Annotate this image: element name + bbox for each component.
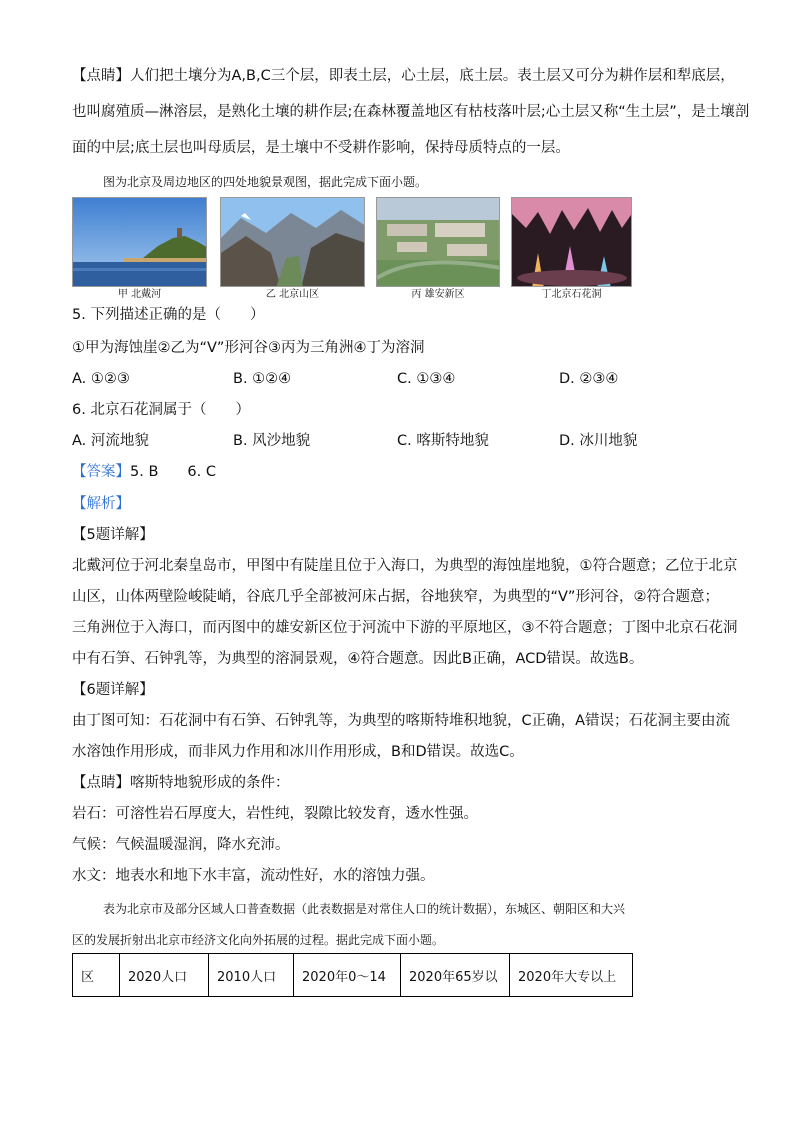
- note2-line: 气候：气候温暖湿润，降水充沛。: [72, 837, 290, 853]
- detail6-line: 由丁图可知：石花洞中有石笋、石钟乳等，为典型的喀斯特堆积地貌，C正确，A错误；石花洞主要由流: [72, 713, 731, 729]
- analysis-label: 【解析】: [72, 496, 130, 512]
- photo-xiongan: [376, 197, 500, 301]
- note2-line: 岩石：可溶性岩石厚度大，岩性纯，裂隙比较发育，透水性强。: [72, 806, 478, 822]
- q6-option-c: C. 喀斯特地貌: [397, 433, 489, 449]
- photo-beidaihe: [72, 197, 207, 301]
- census-table: [72, 953, 633, 997]
- header-cell: 2010人口: [209, 954, 294, 997]
- detail5-line: 山区，山体两壁险峻陡峭，谷底几乎全部被河床占据，谷地狭窄，为典型的“V”形河谷，②符合题意；: [72, 589, 719, 605]
- q5-option-c: C. ①③④: [397, 371, 456, 387]
- header-cell: 区: [73, 954, 120, 997]
- landscape-photos: [72, 197, 632, 302]
- photo-caption: 丙 雄安新区: [411, 289, 465, 300]
- photo-shihua-cave: [511, 197, 632, 301]
- photo-caption: 甲 北戴河: [117, 289, 162, 300]
- answer-text: 5. B 6. C: [130, 464, 216, 480]
- beidaihe-image: [72, 197, 207, 287]
- q6-option-a: A. 河流地貌: [72, 433, 149, 449]
- intro1: 图为北京及周边地区的四处地貌景观图，据此完成下面小题。: [103, 175, 428, 189]
- detail5-title: 【5题详解】: [72, 527, 154, 543]
- q5-option-b: B. ①②④: [233, 371, 292, 387]
- q6-option-b: B. 风沙地貌: [233, 433, 311, 449]
- answer-label: 【答案】: [72, 464, 130, 480]
- detail5-line: 三角洲位于入海口，而丙图中的雄安新区位于河流中下游的平原地区，③不符合题意；丁图中北京石花洞: [72, 620, 738, 636]
- cave-image: [511, 197, 632, 287]
- header-cell: 2020人口: [120, 954, 209, 997]
- note1-line1: 【点睛】人们把土壤分为A,B,C三个层，即表土层，心土层，底土层。表土层又可分为耕作层和犁底层，: [72, 68, 735, 84]
- table-header-row: [73, 954, 633, 997]
- detail5-line: 中有石笋、石钟乳等，为典型的溶洞景观，④符合题意。因此B正确，ACD错误。故选B。: [72, 651, 644, 667]
- header-cell: 2020年0～14: [294, 954, 401, 997]
- header-cell: 2020年65岁以: [401, 954, 510, 997]
- mountain-image: [220, 197, 365, 287]
- answer: [72, 462, 216, 482]
- note1-line3: 面的中层;底土层也叫母质层，是土壤中不受耕作影响，保持母质特点的一层。: [72, 140, 570, 156]
- q5-option-a: A. ①②③: [72, 371, 130, 387]
- header-cell: 2020年大专以上: [510, 954, 633, 997]
- q5-statements: ①甲为海蚀崖②乙为“V”形河谷③丙为三角洲④丁为溶洞: [72, 340, 425, 356]
- photo-beijing-mountain: [220, 197, 365, 301]
- note1-line2: 也叫腐殖质—淋溶层，是熟化土壤的耕作层;在森林覆盖地区有枯枝落叶层;心土层又称“生土层”，是土壤剖: [72, 104, 750, 120]
- intro2-line1: 表为北京市及部分区域人口普查数据（此表数据是对常住人口的统计数据），东城区、朝阳区和大兴: [103, 902, 626, 916]
- detail5-line: 北戴河位于河北秦皇岛市，甲图中有陡崖且位于入海口，为典型的海蚀崖地貌，①符合题意；乙位于北京: [72, 558, 738, 574]
- intro2-line2: 区的发展折射出北京市经济文化向外拓展的过程。据此完成下面小题。: [72, 933, 445, 947]
- detail6-title: 【6题详解】: [72, 682, 154, 698]
- detail6-line: 水溶蚀作用形成，而非风力作用和冰川作用形成，B和D错误。故选C。: [72, 744, 524, 760]
- xiongan-image: [376, 197, 500, 287]
- q6-stem: 6. 北京石花洞属于（ ）: [72, 402, 250, 418]
- photo-caption: 丁北京石花洞: [541, 289, 602, 300]
- q5-stem: 5. 下列描述正确的是（ ）: [72, 307, 265, 323]
- photo-caption: 乙 北京山区: [265, 289, 320, 300]
- q5-option-d: D. ②③④: [559, 371, 619, 387]
- q6-option-d: D. 冰川地貌: [559, 433, 638, 449]
- note2-title: 【点睛】喀斯特地貌形成的条件：: [72, 775, 290, 791]
- note2-line: 水文：地表水和地下水丰富，流动性好，水的溶蚀力强。: [72, 868, 435, 884]
